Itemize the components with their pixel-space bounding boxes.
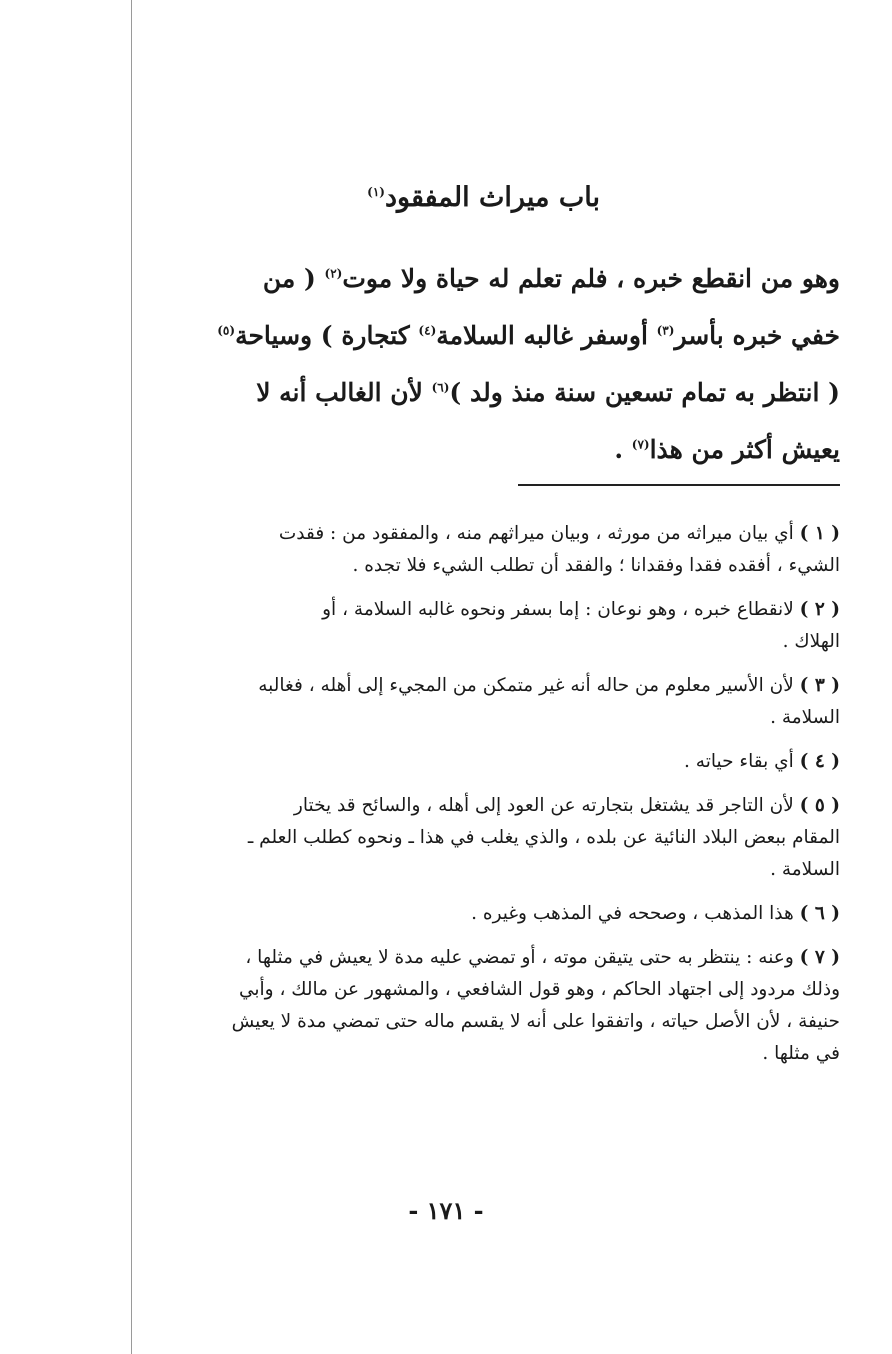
chapter-title xyxy=(367,182,600,213)
footnote-ref-3: (٣) xyxy=(656,323,675,338)
footnote-text: حنيفة ، لأن الأصل حياته ، واتفقوا على أنه لا يقسم ماله حتى تمضي مدة لا يعيش xyxy=(231,1011,840,1032)
footnote-number: ( ١ ) xyxy=(799,523,840,544)
main-line-3 xyxy=(110,364,840,421)
footnote-text: الهلاك . xyxy=(782,631,840,652)
footnote-separator xyxy=(518,484,840,486)
main-line-1 xyxy=(110,250,840,307)
footnotes xyxy=(110,518,840,1082)
main-line-1-text: وهو من انقطع خبره ، فلم تعلم له حياة ولا موت xyxy=(342,264,840,293)
footnote-number: ( ٥ ) xyxy=(799,795,840,816)
footnote-text: وعنه : ينتظر به حتى يتيقن موته ، أو تمضي عليه مدة لا يعيش في مثلها ، xyxy=(245,947,794,968)
footnote-number: ( ٤ ) xyxy=(799,751,840,772)
main-line-4-text: يعيش أكثر من هذا xyxy=(649,435,840,464)
footnote-text: السلامة . xyxy=(770,707,840,728)
footnote-text: لانقطاع خبره ، وهو نوعان : إما بسفر ونحوه غالبه السلامة ، أو xyxy=(322,599,794,620)
footnote-text: في مثلها . xyxy=(762,1043,840,1064)
main-line-2-tail: كتجارة ) وسياحة xyxy=(235,321,419,350)
footnote-text: لأن التاجر قد يشتغل بتجارته عن العود إلى أهله ، والسائح قد يختار xyxy=(293,795,794,816)
main-line-4 xyxy=(110,421,840,478)
main-line-2 xyxy=(110,307,840,364)
footnote-number: ( ٦ ) xyxy=(799,903,840,924)
footnote-number: ( ٢ ) xyxy=(799,599,840,620)
main-line-3-text: ( انتظر به تمام تسعين سنة منذ ولد ) xyxy=(449,378,840,407)
footnote-1 xyxy=(110,518,840,582)
footnote-ref-2: (٢) xyxy=(324,266,343,281)
footnote-text: الشيء ، أفقده فقدا وفقدانا ؛ والفقد أن تطلب الشيء فلا تجده . xyxy=(352,555,840,576)
footnote-5 xyxy=(110,790,840,886)
main-line-2-mid: أوسفر غالبه السلامة xyxy=(436,321,657,350)
footnote-ref-5: (٥) xyxy=(217,323,236,338)
footnote-text: أي بقاء حياته . xyxy=(684,751,794,772)
footnote-ref-6: (٦) xyxy=(431,380,450,395)
footnote-2 xyxy=(110,594,840,658)
main-text xyxy=(110,250,840,478)
main-line-2-text: خفي خبره بأسر xyxy=(674,321,840,350)
footnote-number: ( ٧ ) xyxy=(799,947,840,968)
main-line-4-tail: . xyxy=(614,435,632,464)
book-page xyxy=(110,0,840,1354)
footnote-text: السلامة . xyxy=(770,859,840,880)
footnote-ref-7: (٧) xyxy=(631,437,650,452)
footnote-3 xyxy=(110,670,840,734)
footnote-ref-4: (٤) xyxy=(418,323,437,338)
main-line-3-tail: لأن الغالب أنه لا xyxy=(256,378,432,407)
main-line-1-tail: ( من xyxy=(262,264,325,293)
chapter-title-text: باب ميراث المفقود xyxy=(384,182,600,213)
footnote-4 xyxy=(110,746,840,778)
footnote-text: المقام ببعض البلاد النائية عن بلده ، والذي يغلب في هذا ـ ونحوه كطلب العلم ـ xyxy=(247,827,840,848)
footnote-text: وذلك مردود إلى اجتهاد الحاكم ، وهو قول الشافعي ، والمشهور عن مالك ، وأبي xyxy=(238,979,840,1000)
footnote-text: أي بيان ميراثه من مورثه ، وبيان ميراثهم منه ، والمفقود من : فقدت xyxy=(278,523,794,544)
footnote-6 xyxy=(110,898,840,930)
footnote-number: ( ٣ ) xyxy=(799,675,840,696)
footnote-text: لأن الأسير معلوم من حاله أنه غير متمكن من المجيء إلى أهله ، فغالبه xyxy=(258,675,794,696)
footnote-ref-1: (١) xyxy=(367,185,385,199)
footnote-7 xyxy=(110,942,840,1070)
page-number: - ١٧١ - xyxy=(408,1196,484,1225)
footnote-text: هذا المذهب ، وصححه في المذهب وغيره . xyxy=(471,903,794,924)
